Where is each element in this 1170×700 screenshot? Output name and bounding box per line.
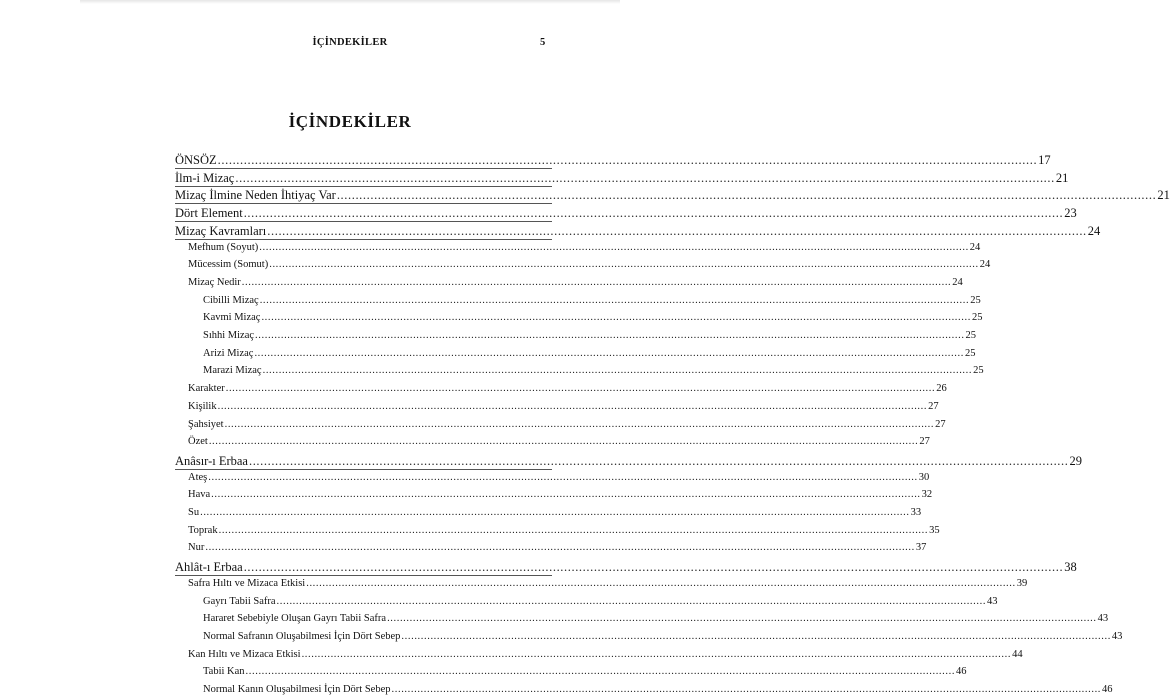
toc-entry-page: 21 bbox=[1055, 170, 1069, 185]
toc-entry-page: 17 bbox=[1038, 153, 1051, 167]
toc-section-rule bbox=[175, 203, 552, 204]
toc-entry-page: 39 bbox=[1016, 577, 1028, 589]
toc-entry-page: 43 bbox=[1097, 613, 1109, 625]
toc-entry-page: 30 bbox=[918, 471, 930, 483]
toc-entry-page: 27 bbox=[935, 418, 946, 430]
toc-entry-label: Nur bbox=[188, 542, 205, 554]
toc-entry-page: 25 bbox=[964, 347, 976, 359]
toc-entry-label: Mefhum (Soyut) bbox=[188, 241, 259, 253]
toc-entry-label: Normal Kanın Oluşabilmesi İçin Dört Sebep bbox=[203, 684, 391, 695]
toc-entry-page: 21 bbox=[1157, 188, 1170, 203]
toc-entry-label: Hararet Sebebiyle Oluşan Gayrı Tabii Safra bbox=[203, 613, 387, 625]
toc-section-rule bbox=[175, 575, 552, 576]
toc-entry-label: Arizi Mizaç bbox=[203, 347, 254, 359]
toc-entry-label: ÖNSÖZ bbox=[175, 153, 217, 167]
toc-section-rule bbox=[175, 186, 552, 187]
toc-entry bbox=[175, 471, 930, 483]
toc-entry bbox=[175, 206, 1077, 221]
toc-entry-label: Gayrı Tabii Safra bbox=[203, 595, 276, 607]
toc-entry-label: Cibilli Mizaç bbox=[203, 294, 259, 306]
toc-entry bbox=[175, 365, 984, 377]
toc-entry-page: 29 bbox=[1069, 453, 1082, 468]
toc-entry-page: 33 bbox=[910, 507, 922, 518]
toc-entry bbox=[175, 436, 930, 448]
running-head-title: İÇİNDEKİLER bbox=[312, 37, 388, 48]
toc-section-rule bbox=[175, 469, 552, 470]
toc-leader-dots: ............................................................................................................................................................................................................................ bbox=[211, 489, 921, 501]
toc-leader-dots: ............................................................................................................................................................................................................................ bbox=[241, 276, 952, 288]
toc-entry bbox=[175, 453, 1082, 469]
toc-entry bbox=[175, 188, 1170, 203]
toc-entry bbox=[175, 347, 976, 359]
toc-entry-page: 46 bbox=[956, 666, 967, 678]
toc-entry-page: 44 bbox=[1012, 648, 1023, 660]
toc-entry-page: 25 bbox=[973, 365, 984, 377]
toc-entry-label: Dört Element bbox=[175, 206, 243, 221]
toc-entry-label: Özet bbox=[188, 436, 208, 448]
toc-entry-label: Mücessim (Somut) bbox=[188, 259, 269, 271]
toc-entry-label: İlm-i Mizaç bbox=[175, 170, 235, 185]
toc-leader-dots: ............................................................................................................................................................................................................................ bbox=[336, 188, 1157, 203]
toc-entry-label: Marazi Mizaç bbox=[203, 365, 262, 377]
toc-leader-dots: ............................................................................................................................................................................................................................ bbox=[217, 400, 928, 412]
toc-leader-dots: ............................................................................................................................................................................................................................ bbox=[391, 684, 1102, 695]
toc-entry bbox=[175, 223, 1101, 239]
toc-leader-dots: ............................................................................................................................................................................................................................ bbox=[245, 666, 956, 678]
toc-entry-label: Normal Safranın Oluşabilmesi İçin Dört Sebep bbox=[203, 630, 401, 642]
toc-leader-dots: ............................................................................................................................................................................................................................ bbox=[208, 436, 919, 448]
toc-entry-page: 25 bbox=[965, 330, 977, 341]
toc-entry-page: 24 bbox=[1087, 223, 1101, 238]
toc-entry bbox=[175, 524, 940, 536]
toc-entry bbox=[175, 312, 983, 324]
toc-entry-label: Su bbox=[188, 507, 200, 518]
toc-entry-page: 27 bbox=[919, 436, 930, 448]
toc-leader-dots: ............................................................................................................................................................................................................................ bbox=[255, 330, 965, 341]
toc-entry bbox=[175, 489, 933, 501]
page-title: İÇİNDEKİLER bbox=[288, 112, 412, 131]
toc-leader-dots: ............................................................................................................................................................................................................................ bbox=[259, 241, 969, 253]
toc-entry bbox=[175, 241, 981, 253]
toc-entry-page: 25 bbox=[971, 312, 983, 324]
toc-section-rule bbox=[175, 239, 552, 240]
toc-leader-dots: ............................................................................................................................................................................................................................ bbox=[235, 170, 1055, 185]
toc-entry-label: Mizaç Nedir bbox=[188, 276, 241, 288]
toc-entry-page: 32 bbox=[921, 489, 933, 501]
toc-entry-page: 46 bbox=[1102, 684, 1113, 695]
toc-leader-dots: ............................................................................................................................................................................................................................ bbox=[225, 383, 936, 395]
toc-entry bbox=[175, 383, 947, 395]
toc-entry bbox=[175, 595, 998, 607]
toc-entry-page: 24 bbox=[952, 276, 963, 288]
toc-leader-dots: ............................................................................................................................................................................................................................ bbox=[218, 524, 929, 536]
toc-leader-dots: ............................................................................................................................................................................................................................ bbox=[306, 577, 1016, 589]
toc-leader-dots: ............................................................................................................................................................................................................................ bbox=[259, 294, 970, 306]
toc-entry bbox=[175, 542, 927, 554]
toc-section-rule bbox=[175, 221, 552, 222]
toc-entry bbox=[175, 577, 1028, 589]
toc-entry-label: Ahlât-ı Erbaa bbox=[175, 560, 243, 575]
toc-leader-dots: ............................................................................................................................................................................................................................ bbox=[387, 613, 1097, 625]
toc-entry-page: 37 bbox=[915, 542, 927, 554]
toc-entry bbox=[175, 153, 1051, 168]
toc-entry bbox=[175, 666, 967, 678]
toc-section-rule bbox=[175, 168, 552, 169]
toc-entry-label: Tabii Kan bbox=[203, 666, 245, 678]
toc-leader-dots: ............................................................................................................................................................................................................................ bbox=[267, 223, 1087, 238]
toc-entry-label: Ateş bbox=[188, 471, 208, 483]
toc-entry-page: 27 bbox=[928, 400, 939, 412]
page-top-edge bbox=[80, 0, 620, 4]
toc-entry bbox=[175, 648, 1023, 660]
toc-leader-dots: ............................................................................................................................................................................................................................ bbox=[401, 630, 1111, 642]
toc-entry bbox=[175, 418, 946, 430]
toc-entry-page: 26 bbox=[936, 383, 947, 395]
toc-entry-page: 24 bbox=[979, 259, 991, 271]
toc-entry bbox=[175, 259, 991, 271]
toc-entry-label: Kavmi Mizaç bbox=[203, 312, 261, 324]
toc-leader-dots: ............................................................................................................................................................................................................................ bbox=[200, 507, 910, 518]
toc-leader-dots: ............................................................................................................................................................................................................................ bbox=[205, 542, 915, 554]
toc-entry bbox=[175, 330, 977, 341]
toc-leader-dots: ............................................................................................................................................................................................................................ bbox=[301, 648, 1012, 660]
toc-leader-dots: ............................................................................................................................................................................................................................ bbox=[276, 595, 987, 607]
toc-entry-label: Sıhhi Mizaç bbox=[203, 330, 255, 341]
toc-leader-dots: ............................................................................................................................................................................................................................ bbox=[208, 471, 918, 483]
toc-entry-label: Hava bbox=[188, 489, 211, 501]
toc-entry-page: 35 bbox=[929, 524, 940, 536]
toc-entry-page: 25 bbox=[970, 294, 981, 306]
toc-leader-dots: ............................................................................................................................................................................................................................ bbox=[243, 206, 1064, 221]
toc-entry-label: Karakter bbox=[188, 383, 225, 395]
toc-leader-dots: ............................................................................................................................................................................................................................ bbox=[217, 153, 1038, 167]
toc-entry-label: Anâsır-ı Erbaa bbox=[175, 453, 248, 468]
toc-entry-page: 23 bbox=[1064, 206, 1077, 221]
toc-entry bbox=[175, 507, 922, 518]
toc-leader-dots: ............................................................................................................................................................................................................................ bbox=[248, 453, 1069, 468]
toc-entry-label: Safra Hıltı ve Mizaca Etkisi bbox=[188, 577, 306, 589]
running-head bbox=[0, 37, 700, 53]
toc-entry-label: Mizaç Kavramları bbox=[175, 223, 267, 238]
toc-entry-label: Kan Hıltı ve Mizaca Etkisi bbox=[188, 648, 301, 660]
toc-entry bbox=[175, 560, 1077, 575]
toc-entry bbox=[175, 630, 1123, 642]
toc-entry bbox=[175, 684, 1113, 695]
toc-leader-dots: ............................................................................................................................................................................................................................ bbox=[243, 560, 1064, 575]
toc-entry bbox=[175, 170, 1069, 186]
toc-entry-page: 43 bbox=[1111, 630, 1123, 642]
toc-entry bbox=[175, 294, 981, 306]
toc-entry-label: Mizaç İlmine Neden İhtiyaç Var bbox=[175, 188, 336, 203]
toc-leader-dots: ............................................................................................................................................................................................................................ bbox=[262, 365, 973, 377]
toc-entry bbox=[175, 400, 939, 412]
toc-entry-page: 24 bbox=[969, 241, 981, 253]
toc-entry-label: Şahsiyet bbox=[188, 418, 224, 430]
toc-entry-label: Kişilik bbox=[188, 400, 217, 412]
toc-entry bbox=[175, 276, 963, 288]
toc-leader-dots: ............................................................................................................................................................................................................................ bbox=[269, 259, 979, 271]
toc-leader-dots: ............................................................................................................................................................................................................................ bbox=[254, 347, 964, 359]
toc-entry-page: 38 bbox=[1064, 560, 1077, 575]
toc-entry-page: 43 bbox=[987, 595, 998, 607]
toc-leader-dots: ............................................................................................................................................................................................................................ bbox=[261, 312, 971, 324]
toc-entry bbox=[175, 613, 1109, 625]
toc-entry-label: Toprak bbox=[188, 524, 218, 536]
page-number: 5 bbox=[540, 37, 546, 48]
toc-leader-dots: ............................................................................................................................................................................................................................ bbox=[224, 418, 935, 430]
